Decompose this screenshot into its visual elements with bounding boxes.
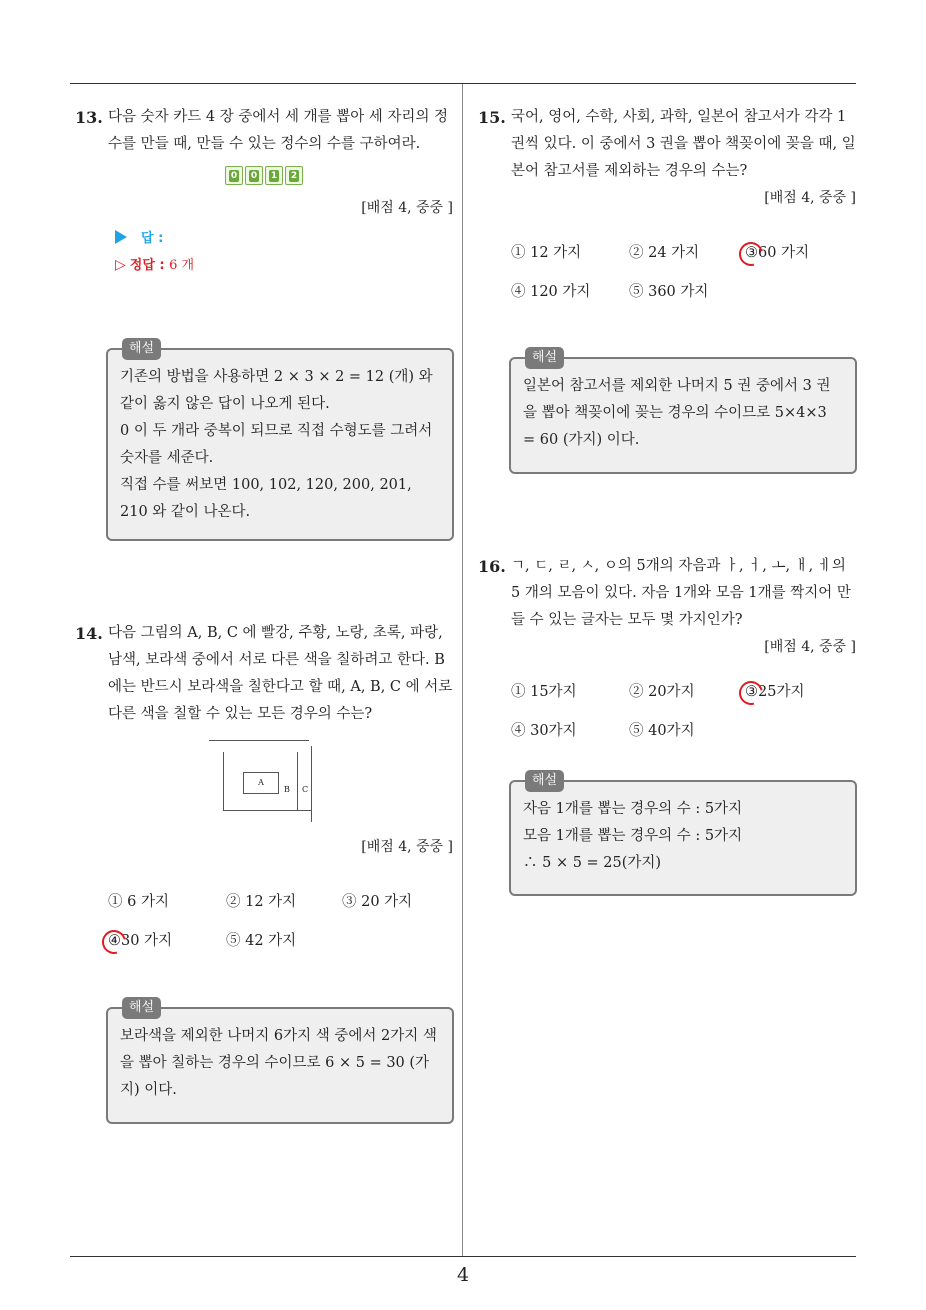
question-text: ㄱ, ㄷ, ㄹ, ㅅ, ㅇ의 5개의 자음과 ㅏ, ㅓ, ㅗ, ㅐ, ㅔ의 5 개의 모음이 있다. 자음 1개와 모음 1개를 짝지어 만들 수 있는 글자는 모두 몇 가지인가? bbox=[511, 558, 851, 628]
question-text: 다음 그림의 A, B, C 에 빨강, 주황, 노랑, 초록, 파랑, 남색, 보라색 중에서 서로 다른 색을 칠하려고 한다. B 에는 반드시 보라색을 칠한다고 할 때, A, B, C 에 서로 다른 색을 칠할 수 있는 모든 경우의 수는? bbox=[108, 625, 453, 722]
question-number: 13. bbox=[75, 108, 103, 127]
explanation-tag: 해설 bbox=[122, 997, 161, 1019]
number-card: 1 bbox=[265, 166, 283, 185]
question-number: 14. bbox=[75, 624, 103, 643]
option-2[interactable]: ② 24 가지 bbox=[629, 245, 700, 261]
option-3[interactable]: ③60 가지 bbox=[745, 234, 865, 273]
number-card: 2 bbox=[285, 166, 303, 185]
score-label: [배점 4, 중중 ] bbox=[764, 639, 856, 655]
explanation-box bbox=[106, 1000, 454, 1124]
region-a-label: A bbox=[243, 772, 279, 794]
question-text: 국어, 영어, 수학, 사회, 과학, 일본어 참고서가 각각 1 권씩 있다. 이 중에서 3 권을 뽑아 책꽂이에 꽂을 때, 일본어 참고서를 제외하는 경우의 수는? bbox=[511, 109, 856, 179]
answer-label: 답 : bbox=[141, 231, 164, 246]
region-c-label: C bbox=[302, 785, 309, 794]
score-label: [배점 4, 중중 ] bbox=[361, 200, 453, 216]
explanation-text: 모음 1개를 뽑는 경우의 수 : 5가지 bbox=[523, 828, 743, 844]
number-card: 0 bbox=[225, 166, 243, 185]
option-3[interactable]: ③25가지 bbox=[745, 673, 865, 712]
option-4[interactable]: ④30 가지 bbox=[108, 922, 226, 961]
option-5[interactable]: ⑤ 42 가지 bbox=[226, 933, 297, 949]
option-5[interactable]: ⑤ 40가지 bbox=[629, 723, 695, 739]
correct-answer-row bbox=[115, 252, 453, 279]
explanation-text: 자음 1개를 뽑는 경우의 수 : 5가지 bbox=[523, 801, 743, 817]
option-4[interactable]: ④ 120 가지 bbox=[511, 284, 591, 300]
explanation-box bbox=[509, 350, 857, 474]
explanation-text: 0 이 두 개라 중복이 되므로 직접 수형도를 그려서 숫자를 세준다. bbox=[120, 423, 433, 466]
top-rule bbox=[70, 83, 856, 84]
bottom-rule bbox=[70, 1256, 856, 1257]
options-list bbox=[511, 673, 856, 751]
option-1[interactable]: ① 6 가지 bbox=[108, 894, 169, 910]
correct-label: 정답 : bbox=[129, 258, 165, 273]
answer-row bbox=[115, 226, 453, 252]
question-16 bbox=[478, 553, 856, 751]
question-14 bbox=[75, 620, 453, 961]
question-number: 15. bbox=[478, 108, 506, 127]
option-4[interactable]: ④ 30가지 bbox=[511, 723, 577, 739]
option-3[interactable]: ③ 20 가지 bbox=[342, 894, 413, 910]
explanation-text: 직접 수를 써보면 100, 102, 120, 200, 201, 210 와 같이 나온다. bbox=[120, 477, 412, 520]
column-divider bbox=[462, 84, 463, 1256]
explanation-text: ∴ 5 × 5 = 25(가지) bbox=[523, 855, 662, 871]
option-1[interactable]: ① 12 가지 bbox=[511, 245, 582, 261]
question-text: 다음 숫자 카드 4 장 중에서 세 개를 뽑아 세 자리의 정수를 만들 때, 만들 수 있는 정수의 수를 구하여라. bbox=[108, 109, 449, 152]
number-card: 0 bbox=[245, 166, 263, 185]
page-number: 4 bbox=[456, 1264, 470, 1286]
circled-answer-mark bbox=[98, 926, 131, 959]
play-arrow-icon bbox=[115, 230, 127, 244]
options-list bbox=[511, 234, 856, 312]
question-number: 16. bbox=[478, 557, 506, 576]
explanation-text: 보라색을 제외한 나머지 6가지 색 중에서 2가지 색을 뽑아 칠하는 경우의 수이므로 6 × 5 = 30 (가지) 이다. bbox=[120, 1028, 437, 1098]
explanation-text: 일본어 참고서를 제외한 나머지 5 권 중에서 3 권을 뽑아 책꽂이에 꽂는 경우의 수이므로 5×4×3 = 60 (가지) 이다. bbox=[523, 378, 831, 448]
number-cards bbox=[75, 166, 453, 185]
score-label: [배점 4, 중중 ] bbox=[764, 190, 856, 206]
explanation-box bbox=[106, 341, 454, 541]
question-13 bbox=[75, 104, 453, 279]
explanation-tag: 해설 bbox=[122, 338, 161, 360]
options-list bbox=[108, 883, 453, 961]
option-2[interactable]: ② 12 가지 bbox=[226, 894, 297, 910]
explanation-text: 기존의 방법을 사용하면 2 × 3 × 2 = 12 (개) 와 같이 옳지 않은 답이 나오게 된다. bbox=[120, 369, 433, 412]
correct-value: 6 개 bbox=[169, 258, 195, 273]
hollow-arrow-icon: ▷ bbox=[115, 257, 126, 273]
question-15 bbox=[478, 104, 856, 312]
option-5[interactable]: ⑤ 360 가지 bbox=[629, 284, 709, 300]
option-2[interactable]: ② 20가지 bbox=[629, 684, 695, 700]
explanation-tag: 해설 bbox=[525, 347, 564, 369]
explanation-box bbox=[509, 773, 857, 896]
region-figure bbox=[209, 740, 319, 822]
region-b-label: B bbox=[284, 785, 290, 794]
score-label: [배점 4, 중중 ] bbox=[361, 839, 453, 855]
option-1[interactable]: ① 15가지 bbox=[511, 684, 577, 700]
explanation-tag: 해설 bbox=[525, 770, 564, 792]
